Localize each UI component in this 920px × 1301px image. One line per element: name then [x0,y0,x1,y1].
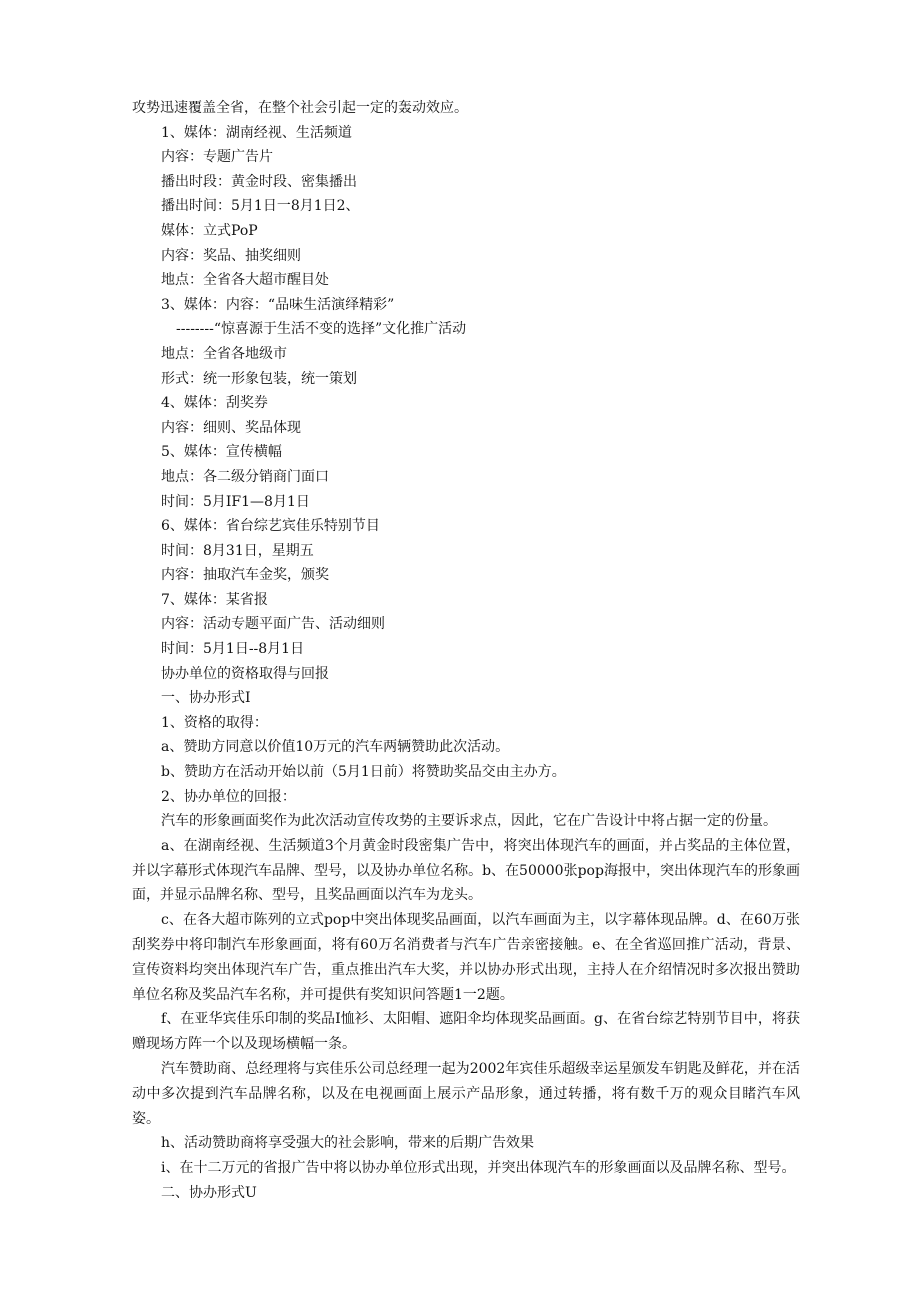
text-line: 媒体：立式PoP [161,222,258,239]
text-line: 内容：活动专题平面广告、活动细则 [161,616,385,633]
text-line: 2、协办单位的回报： [161,788,296,805]
text-line: 1、资格的取得： [161,714,268,731]
text-line: 内容：细则、奖品体现 [161,419,301,436]
text-line: 地点：全省各大超市醒目处 [161,272,329,289]
text-line: 形式：统一形象包装，统一策划 [161,370,357,387]
text-line: 攻势迅速覆盖全省，在整个社会引起一定的轰动效应。 [132,100,468,116]
text-line: i、在十二万元的省报广告中将以协办单位形式出现，并突出体现汽车的形象画面以及品牌名称、型号。 [161,1159,796,1176]
text-line: 4、媒体：刮奖券 [161,395,268,412]
text-line: 内容：奖品、抽奖细则 [161,247,301,264]
section-heading: 协办单位的资格取得与回报 [161,665,329,682]
text-line: 地点：各二级分销商门面口 [161,468,329,485]
text-line: 6、媒体：省台综艺宾佳乐特别节目 [161,518,380,535]
text-line: b、赞助方在活动开始以前（5月1日前）将赞助奖品交由主办方。 [161,764,566,781]
text-line: 内容：抽取汽车金奖，颁奖 [161,567,329,584]
paragraph: 汽车赞助商、总经理将与宾佳乐公司总经理一起为2002年宾佳乐超级幸运星颁发车钥匙及鲜花，并在活动中多次提到汽车品牌名称，以及在电视画面上展示产品形象，通过转播，将有数千万的观众目睹汽车风姿。 [132,1060,800,1127]
text-line: --------“惊喜源于生活不变的选择”文化推广活动 [176,321,467,338]
text-line: 时间：5月1日--8月1日 [161,641,305,658]
section-heading: 二、协办形式U [161,1184,257,1201]
text-line: 5、媒体：宣传横幅 [161,444,282,461]
text-line: 1、媒体：湖南经视、生活频道 [161,124,352,141]
text-line: 时间：8月31日，星期五 [161,542,314,559]
text-line: 3、媒体：内容：“品味生活演绎精彩” [161,296,395,313]
text-line: 内容：专题广告片 [161,149,273,166]
paragraph: f、在亚华宾佳乐印制的奖品I恤衫、太阳帽、遮阳伞均体现奖品画面。g、在省台综艺特别节目中，将获赠现场方阵一个以及现场横幅一条。 [132,1011,800,1053]
text-line: a、赞助方同意以价值10万元的汽车两辆赞助此次活动。 [161,739,510,756]
text-line: h、活动赞助商将享受强大的社会影响，带来的后期广告效果 [161,1135,535,1152]
text-line: 时间：5月IF1—8月1日 [161,493,310,510]
text-line: 播出时间：5月1日一8月1日2、 [161,198,360,215]
text-line: 播出时段：黄金时段、密集播出 [161,173,357,190]
document-body [132,96,800,1205]
text-line: 汽车的形象画面奖作为此次活动宣传攻势的主要诉求点，因此，它在广告设计中将占据一定的份量。 [161,813,777,830]
section-heading: 一、协办形式I [161,690,251,707]
paragraph: c、在各大超市陈列的立式pop中突出体现奖品画面，以汽车画面为主，以字幕体现品牌。d、在60万张刮奖券中将印制汽车形象画面，将有60万名消费者与汽车广告亲密接触。e、在全省巡回推广活动，背景、宣传资料均突出体现汽车广告，重点推出汽车大奖，并以协办形式出现，主持人在介绍情况时多次报出赞助单位名称及奖品汽车名称，并可提供有奖知识问答题1一2题。 [132,912,800,1003]
paragraph: a、在湖南经视、生活频道3个月黄金时段密集广告中，将突出体现汽车的画面，并占奖品的主体位置，并以字幕形式体现汽车品牌、型号，以及协办单位名称。b、在50000张pop海报中，突出体现汽车的形象画面，并显示品牌名称、型号，且奖品画面以汽车为龙头。 [132,837,800,904]
text-line: 7、媒体：某省报 [161,591,268,608]
text-line: 地点：全省各地级市 [161,345,287,362]
